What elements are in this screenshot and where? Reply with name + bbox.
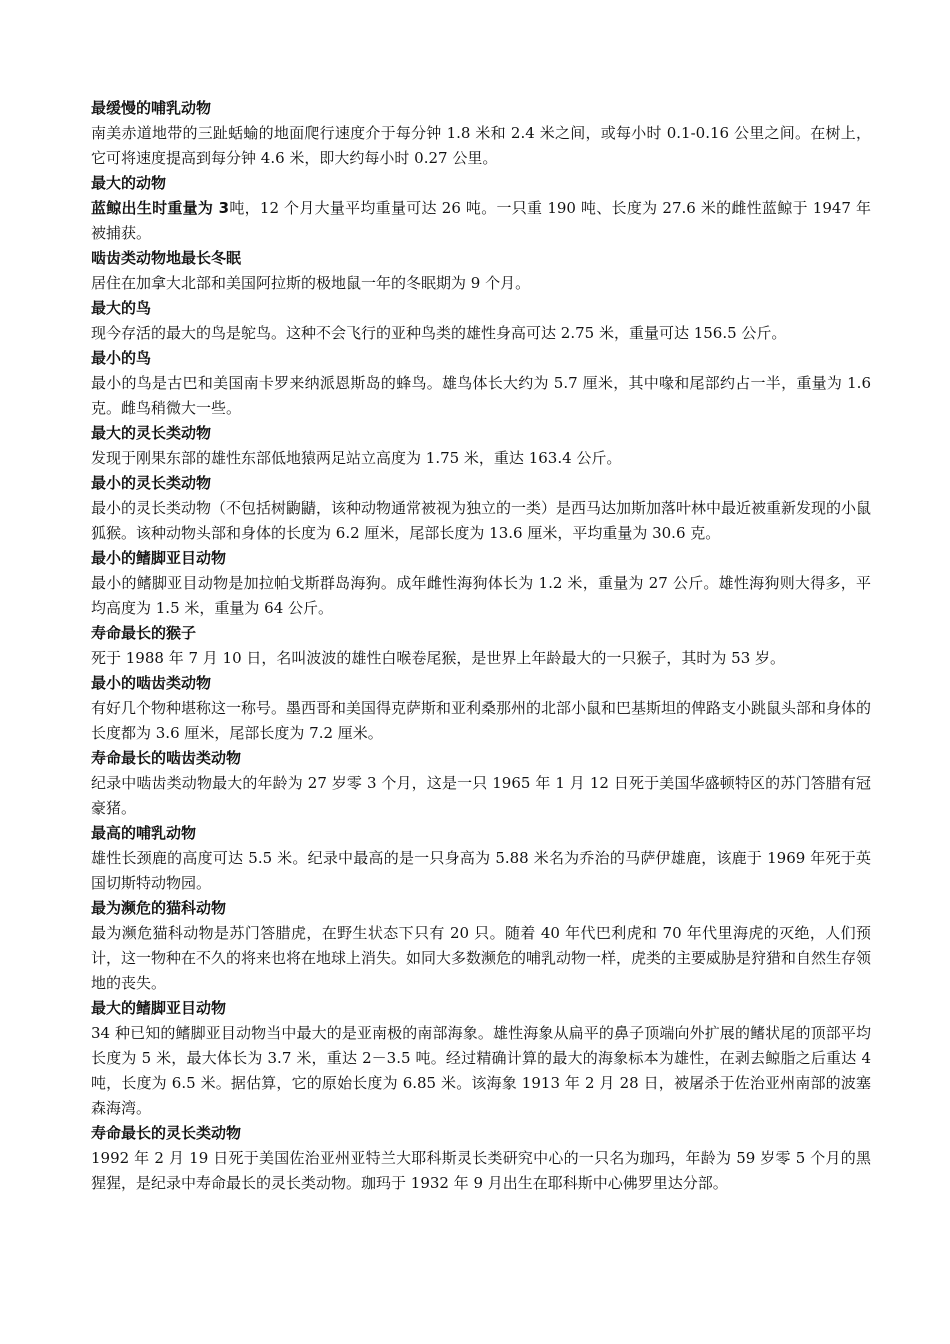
entry bbox=[91, 346, 871, 421]
document-page bbox=[91, 96, 871, 1196]
entry bbox=[91, 296, 871, 346]
entry bbox=[91, 896, 871, 996]
entry-heading: 最小的鸟 bbox=[91, 349, 152, 367]
entry-body bbox=[91, 921, 871, 996]
entry-heading: 最大的鳍脚亚目动物 bbox=[91, 999, 227, 1017]
entry bbox=[91, 96, 871, 171]
entry bbox=[91, 421, 871, 471]
entry-body bbox=[91, 321, 871, 346]
entry-heading: 寿命最长的猴子 bbox=[91, 624, 197, 642]
entry-heading: 最小的啮齿类动物 bbox=[91, 674, 212, 692]
entry bbox=[91, 996, 871, 1121]
entry-body bbox=[91, 121, 871, 171]
entry-body-text: 现今存活的最大的鸟是鸵鸟。这种不会飞行的亚种鸟类的雄性身高可达 2.75 米，重量可达 156.5 公斤。 bbox=[91, 324, 787, 342]
entry-body-text: 最为濒危猫科动物是苏门答腊虎，在野生状态下只有 20 只。随着 40 年代巴利虎和 70 年代里海虎的灭绝，人们预计，这一物种在不久的将来也将在地球上消失。如同大多数濒危的哺乳动物一样，虎类的主要威胁是狩猎和自然生存领地的丧失。 bbox=[91, 924, 872, 992]
entry-body bbox=[91, 646, 871, 671]
entry bbox=[91, 821, 871, 896]
entry-body-text: 居住在加拿大北部和美国阿拉斯的极地鼠一年的冬眠期为 9 个月。 bbox=[91, 274, 531, 292]
entry-heading: 最大的动物 bbox=[91, 174, 167, 192]
entry-body bbox=[91, 696, 871, 746]
entry-heading: 寿命最长的灵长类动物 bbox=[91, 1124, 242, 1142]
entry-heading: 最大的灵长类动物 bbox=[91, 424, 212, 442]
entry-body-text: 发现于刚果东部的雄性东部低地猿两足站立高度为 1.75 米，重达 163.4 公斤。 bbox=[91, 449, 622, 467]
entry-heading: 最大的鸟 bbox=[91, 299, 152, 317]
entry bbox=[91, 471, 871, 546]
entry-heading: 最为濒危的猫科动物 bbox=[91, 899, 227, 917]
entry bbox=[91, 246, 871, 296]
entry-body-text: 吨，12 个月大量平均重量可达 26 吨。一只重 190 吨、长度为 27.6 米的雌性蓝鲸于 1947 年被捕获。 bbox=[91, 199, 871, 242]
entry bbox=[91, 746, 871, 821]
entry-heading: 最小的灵长类动物 bbox=[91, 474, 212, 492]
entry-body-text: 1992 年 2 月 19 日死于美国佐治亚州亚特兰大耶科斯灵长类研究中心的一只名为珈玛，年龄为 59 岁零 5 个月的黑猩猩，是纪录中寿命最长的灵长类动物。珈玛于 1932 年 9 月出生在耶科斯中心佛罗里达分部。 bbox=[91, 1149, 871, 1192]
entry bbox=[91, 1121, 871, 1196]
entry-body bbox=[91, 1021, 871, 1121]
entry-body bbox=[91, 371, 871, 421]
entry-body bbox=[91, 446, 871, 471]
entry-body bbox=[91, 271, 871, 296]
entry-body-text: 雄性长颈鹿的高度可达 5.5 米。纪录中最高的是一只身高为 5.88 米名为乔治的马萨伊雄鹿，该鹿于 1969 年死于英国切斯特动物园。 bbox=[91, 849, 871, 892]
entry-body-text: 南美赤道地带的三趾蛞蝓的地面爬行速度介于每分钟 1.8 米和 2.4 米之间，或每小时 0.1-0.16 公里之间。在树上，它可将速度提高到每分钟 4.6 米，即大约每小时 0.27 公里。 bbox=[91, 124, 871, 167]
entry-body bbox=[91, 1146, 871, 1196]
entry-heading: 最小的鳍脚亚目动物 bbox=[91, 549, 227, 567]
entry-body-text: 最小的鳍脚亚目动物是加拉帕戈斯群岛海狗。成年雌性海狗体长为 1.2 米，重量为 27 公斤。雄性海狗则大得多，平均高度为 1.5 米，重量为 64 公斤。 bbox=[91, 574, 871, 617]
entry bbox=[91, 671, 871, 746]
entry-body-text: 纪录中啮齿类动物最大的年龄为 27 岁零 3 个月，这是一只 1965 年 1 月 12 日死于美国华盛顿特区的苏门答腊有冠豪猪。 bbox=[91, 774, 871, 817]
entry-body-text: 最小的灵长类动物（不包括树鼩鼱，该种动物通常被视为独立的一类）是西马达加斯加落叶林中最近被重新发现的小鼠狐猴。该种动物头部和身体的长度为 6.2 厘米，尾部长度为 13.6 厘米，平均重量为 30.6 克。 bbox=[91, 499, 872, 542]
entry-body bbox=[91, 571, 871, 621]
entry-body bbox=[91, 496, 871, 546]
entry-heading: 最缓慢的哺乳动物 bbox=[91, 99, 212, 117]
entry-body-text: 死于 1988 年 7 月 10 日，名叫波波的雄性白喉卷尾猴，是世界上年龄最大的一只猴子，其时为 53 岁。 bbox=[91, 649, 786, 667]
entry-heading: 最高的哺乳动物 bbox=[91, 824, 197, 842]
entry-body-text: 最小的鸟是古巴和美国南卡罗来纳派恩斯岛的蜂鸟。雄鸟体长大约为 5.7 厘米，其中喙和尾部约占一半，重量为 1.6 克。雌鸟稍微大一些。 bbox=[91, 374, 871, 417]
entry bbox=[91, 171, 871, 246]
entry-body-text: 34 种已知的鳍脚亚目动物当中最大的是亚南极的南部海象。雄性海象从扁平的鼻子顶端向外扩展的鳍状尾的顶部平均长度为 5 米，最大体长为 3.7 米，重达 2－3.5 吨。经过精确计算的最大的海象标本为雄性，在剥去鲸脂之后重达 4 吨，长度为 6.5 米。据估算，它的原始长度为 6.85 米。该海象 1913 年 2 月 28 日，被屠杀于佐治亚州南部的波塞森海湾。 bbox=[91, 1024, 871, 1117]
entry-body-text: 有好几个物种堪称这一称号。墨西哥和美国得克萨斯和亚利桑那州的北部小鼠和巴基斯坦的俾路支小跳鼠头部和身体的长度都为 3.6 厘米，尾部长度为 7.2 厘米。 bbox=[91, 699, 872, 742]
entry-heading: 啮齿类动物地最长冬眠 bbox=[91, 249, 242, 267]
entry bbox=[91, 621, 871, 671]
entry-body bbox=[91, 846, 871, 896]
entry-body bbox=[91, 196, 871, 246]
entry-heading: 寿命最长的啮齿类动物 bbox=[91, 749, 242, 767]
entry-lead-bold: 蓝鲸出生时重量为 3 bbox=[91, 199, 230, 217]
entry bbox=[91, 546, 871, 621]
entry-body bbox=[91, 771, 871, 821]
